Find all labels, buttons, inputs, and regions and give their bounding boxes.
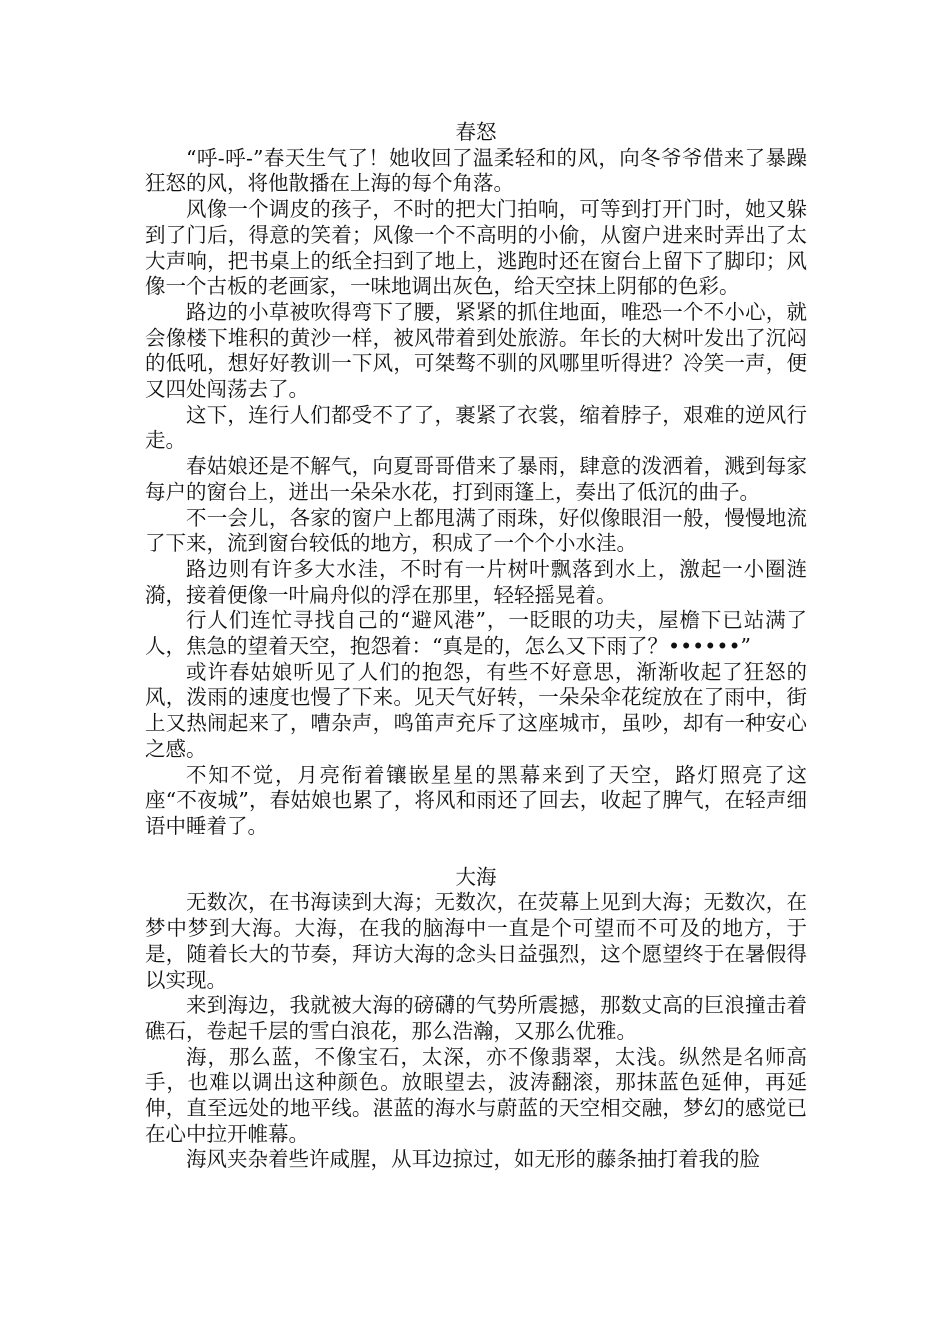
paragraph: 路边的小草被吹得弯下了腰，紧紧的抓住地面，唯恐一个不小心，就会像楼下堆积的黄沙一样，被风带着到处旅游。年长的大树叶发出了沉闷的低吼，想好好教训一下风，可桀骜不驯的风哪里听得进？冷笑一声，便又四处闯荡去了。: [145, 299, 807, 402]
paragraph: 不知不觉，月亮衔着镶嵌星星的黑幕来到了天空，路灯照亮了这座“不夜城”，春姑娘也累了，将风和雨还了回去，收起了脾气，在轻声细语中睡着了。: [145, 762, 807, 838]
paragraph: 春姑娘还是不解气，向夏哥哥借来了暴雨，肆意的泼洒着，溅到每家每户的窗台上，迸出一朵朵水花，打到雨篷上，奏出了低沉的曲子。: [145, 454, 807, 504]
paragraph: 来到海边，我就被大海的磅礴的气势所震撼，那数丈高的巨浪撞击着礁石，卷起千层的雪白浪花，那么浩瀚，又那么优雅。: [145, 993, 807, 1043]
paragraph: 路边则有许多大水洼，不时有一片树叶飘落到水上，激起一小圈涟漪，接着便像一叶扁舟似的浮在那里，轻轻摇晃着。: [145, 556, 807, 607]
paragraph: 不一会儿，各家的窗户上都甩满了雨珠，好似像眼泪一般，慢慢地流了下来，流到窗台较低的地方，积成了一个个小水洼。: [145, 505, 807, 556]
section-gap: [145, 840, 807, 865]
document-page: [145, 120, 807, 1173]
paragraph: 海，那么蓝，不像宝石，太深，亦不像翡翠，太浅。纵然是名师高手，也难以调出这种颜色。放眼望去，波涛翻滚，那抹蓝色延伸，再延伸，直至远处的地平线。湛蓝的海水与蔚蓝的天空相交融，梦幻的感觉已在心中拉开帷幕。: [145, 1044, 807, 1146]
paragraph: 或许春姑娘听见了人们的抱怨，有些不好意思，渐渐收起了狂怒的风，泼雨的速度也慢了下来。见天气好转，一朵朵伞花绽放在了雨中，街上又热闹起来了，嘈杂声，鸣笛声充斥了这座城市，虽吵，却有一种安心之感。: [145, 659, 807, 761]
paragraph: 这下，连行人们都受不了了，裹紧了衣裳，缩着脖子，艰难的逆风行走。: [145, 402, 807, 453]
paragraph: 风像一个调皮的孩子，不时的把大门拍响，可等到打开门时，她又躲到了门后，得意的笑着；风像一个不高明的小偷，从窗户进来时弄出了太大声响，把书桌上的纸全扫到了地上，逃跑时还在窗台上留下了脚印；风像一个古板的老画家，一味地调出灰色，给天空抹上阴郁的色彩。: [145, 197, 807, 299]
paragraph: “呼-呼-”春天生气了！她收回了温柔轻和的风，向冬爷爷借来了暴躁狂怒的风，将他散播在上海的每个角落。: [145, 145, 807, 196]
essay-title: 春怒: [455, 120, 497, 144]
essay-spring-anger: [145, 120, 807, 840]
paragraph: 行人们连忙寻找自己的“避风港”，一眨眼的功夫，屋檐下已站满了人，焦急的望着天空，抱怨着：“真是的，怎么又下雨了？••••••”: [145, 608, 807, 659]
essay-sea: [145, 865, 807, 1173]
paragraph: 无数次，在书海读到大海；无数次，在荧幕上见到大海；无数次，在梦中梦到大海。大海，在我的脑海中一直是个可望而不可及的地方，于是，随着长大的节奏，拜访大海的念头日益强烈，这个愿望终于在暑假得以实现。: [145, 890, 807, 992]
essay-title: 大海: [455, 864, 497, 889]
paragraph: 海风夹杂着些许咸腥，从耳边掠过，如无形的藤条抽打着我的脸: [186, 1147, 760, 1172]
